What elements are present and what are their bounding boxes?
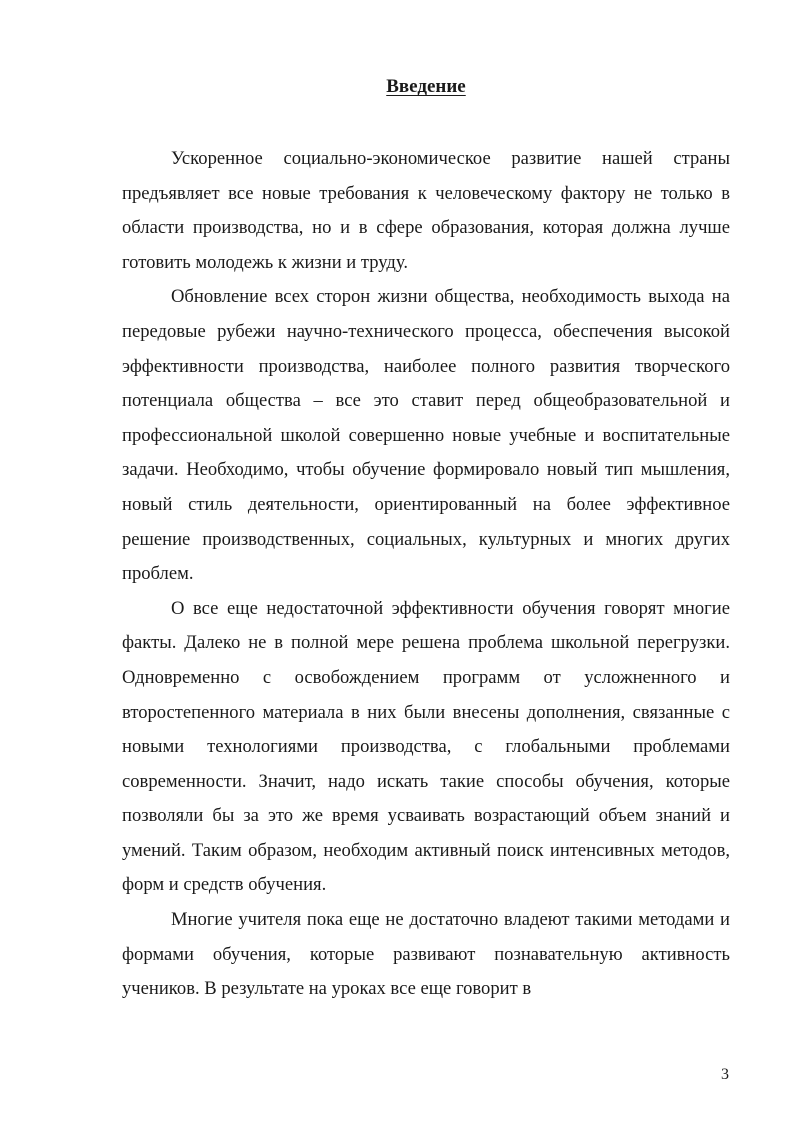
- paragraph-2: Обновление всех сторон жизни общества, необходимость выхода на передовые рубежи научно-технического процесса, обеспечения высокой эффективности производства, наиболее полного развития творческого потенциала общества – все это ставит перед общеобразовательной и профессиональной школой совершенно новые учебные и воспитательные задачи. Необходимо, чтобы обучение формировало новый тип мышления, новый стиль деятельности, ориентированный на более эффективное решение производственных, социальных, культурных и многих других проблем.: [122, 286, 730, 585]
- paragraph-1: Ускоренное социально-экономическое развитие нашей страны предъявляет все новые требования к человеческому фактору не только в области производства, но и в сфере образования, которая должна лучше готовить молодежь к жизни и труду.: [122, 148, 730, 273]
- paragraph-4: Многие учителя пока еще не достаточно владеют такими методами и формами обучения, которые развивают познавательную активность учеников. В результате на уроках все еще говорит в: [122, 909, 730, 1000]
- body-text: [122, 142, 730, 1007]
- page-title: Введение: [386, 76, 466, 97]
- page-number: 3: [721, 1066, 729, 1083]
- paragraph-3: О все еще недостаточной эффективности обучения говорят многие факты. Далеко не в полной мере решена проблема школьной перегрузки. Одновременно с освобождением программ от усложненного и второстепенного материала в них были внесены дополнения, связанные с новыми технологиями производства, с глобальными проблемами современности. Значит, надо искать такие способы обучения, которые позволяли бы за это же время усваивать возрастающий объем знаний и умений. Таким образом, необходим активный поиск интенсивных методов, форм и средств обучения.: [122, 597, 730, 896]
